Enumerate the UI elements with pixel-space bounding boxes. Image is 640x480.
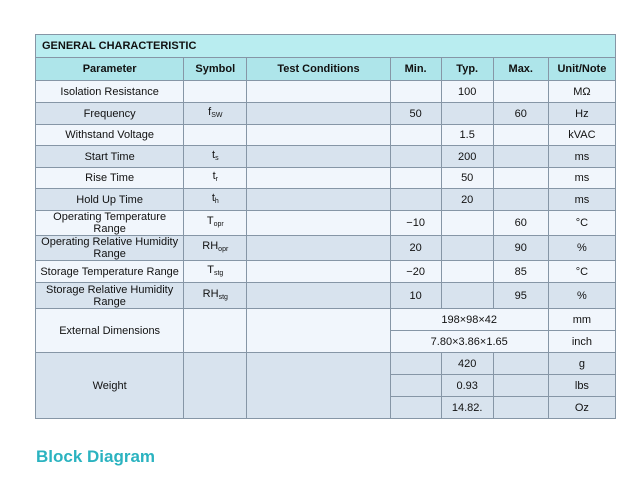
symbol-subscript: SW [211, 111, 223, 119]
symbol-base: t [211, 191, 215, 204]
parameter-cell: Weight [36, 353, 184, 419]
max-cell: 60 [493, 211, 548, 236]
parameter-cell: Start Time [36, 146, 184, 168]
table-row [36, 261, 616, 283]
symbol-cell [184, 146, 247, 168]
header-min: Min. [390, 58, 441, 81]
table-title: GENERAL CHARACTERISTIC [36, 35, 616, 58]
unit-cell: MΩ [548, 81, 615, 103]
parameter-cell: Storage Temperature Range [36, 261, 184, 283]
min-cell [390, 375, 441, 397]
weight-value-cell: 420 [441, 353, 493, 375]
symbol-cell [184, 236, 247, 261]
symbol-cell [184, 353, 247, 419]
header-max: Max. [493, 58, 548, 81]
unit-cell: ms [548, 189, 615, 211]
table-row [36, 283, 616, 309]
parameter-cell: Rise Time [36, 168, 184, 189]
unit-cell: mm [548, 309, 615, 331]
min-cell [390, 397, 441, 419]
min-cell [390, 146, 441, 168]
max-cell [493, 397, 548, 419]
symbol-subscript: stg [213, 269, 224, 277]
min-cell: 10 [390, 283, 441, 309]
unit-cell: g [548, 353, 615, 375]
table-row [36, 211, 616, 236]
parameter-cell: Frequency [36, 103, 184, 125]
symbol-cell [184, 211, 247, 236]
max-cell: 95 [493, 283, 548, 309]
header-test-conditions: Test Conditions [247, 58, 390, 81]
typ-cell [441, 261, 493, 283]
max-cell [493, 353, 548, 375]
symbol-cell [184, 283, 247, 309]
symbol-cell [184, 309, 247, 353]
symbol-cell [184, 189, 247, 211]
test-conditions-cell [247, 189, 390, 211]
header-parameter: Parameter [36, 58, 184, 81]
weight-value-cell: 0.93 [441, 375, 493, 397]
test-conditions-cell [247, 353, 390, 419]
test-conditions-cell [247, 103, 390, 125]
unit-cell: °C [548, 211, 615, 236]
max-cell [493, 81, 548, 103]
typ-cell: 100 [441, 81, 493, 103]
symbol-subscript: stg [218, 293, 228, 301]
test-conditions-cell [247, 309, 390, 353]
typ-cell: 50 [441, 168, 493, 189]
parameter-cell: Isolation Resistance [36, 81, 184, 103]
typ-cell: 20 [441, 189, 493, 211]
dimension-value-cell: 7.80×3.86×1.65 [390, 331, 548, 353]
min-cell [390, 81, 441, 103]
symbol-base: t [212, 170, 216, 182]
symbol-cell [184, 168, 247, 189]
parameter-cell: External Dimensions [36, 309, 184, 353]
min-cell: −20 [390, 261, 441, 283]
table-row [36, 146, 616, 168]
min-cell [390, 168, 441, 189]
unit-cell: inch [548, 331, 615, 353]
parameter-cell: Storage Relative Humidity Range [36, 283, 184, 309]
max-cell [493, 125, 548, 146]
unit-cell: ms [548, 168, 615, 189]
table-row [36, 189, 616, 211]
typ-cell [441, 236, 493, 261]
unit-cell: °C [548, 261, 615, 283]
symbol-cell [184, 103, 247, 125]
symbol-subscript: h [214, 197, 219, 205]
unit-cell: % [548, 283, 615, 309]
symbol-subscript: opr [218, 246, 229, 253]
symbol-cell [184, 125, 247, 146]
symbol-base: RH [202, 240, 219, 252]
test-conditions-cell [247, 146, 390, 168]
max-cell [493, 146, 548, 168]
header-row [36, 58, 616, 81]
symbol-cell [184, 261, 247, 283]
min-cell [390, 189, 441, 211]
parameter-cell: Operating Temperature Range [36, 211, 184, 236]
typ-cell: 200 [441, 146, 493, 168]
test-conditions-cell [247, 125, 390, 146]
test-conditions-cell [247, 81, 390, 103]
min-cell: −10 [390, 211, 441, 236]
table-row [36, 309, 616, 331]
symbol-base: RH [202, 287, 219, 300]
unit-cell: % [548, 236, 615, 261]
max-cell [493, 189, 548, 211]
max-cell: 60 [493, 103, 548, 125]
test-conditions-cell [247, 168, 390, 189]
typ-cell [441, 283, 493, 309]
parameter-cell: Operating Relative Humidity Range [36, 236, 184, 261]
dimension-value-cell: 198×98×42 [390, 309, 548, 331]
table-row [36, 168, 616, 189]
table-row [36, 81, 616, 103]
section-heading-block-diagram: Block Diagram [36, 447, 156, 466]
table-row [36, 125, 616, 146]
symbol-subscript: opr [213, 221, 224, 228]
symbol-subscript: s [215, 154, 219, 162]
symbol-base: T [206, 215, 214, 227]
unit-cell: kVAC [548, 125, 615, 146]
test-conditions-cell [247, 211, 390, 236]
unit-cell: Oz [548, 397, 615, 419]
max-cell: 90 [493, 236, 548, 261]
general-characteristic-table [35, 34, 616, 419]
unit-cell: lbs [548, 375, 615, 397]
table-row [36, 103, 616, 125]
min-cell: 50 [390, 103, 441, 125]
parameter-cell: Hold Up Time [36, 189, 184, 211]
table-row [36, 353, 616, 375]
unit-cell: Hz [548, 103, 615, 125]
max-cell: 85 [493, 261, 548, 283]
max-cell [493, 168, 548, 189]
test-conditions-cell [247, 261, 390, 283]
symbol-cell [184, 81, 247, 103]
weight-value-cell: 14.82. [441, 397, 493, 419]
typ-cell [441, 211, 493, 236]
test-conditions-cell [247, 283, 390, 309]
header-unit: Unit/Note [548, 58, 615, 81]
header-symbol: Symbol [184, 58, 247, 81]
min-cell [390, 353, 441, 375]
parameter-cell: Withstand Voltage [36, 125, 184, 146]
symbol-base: t [212, 148, 216, 161]
min-cell [390, 125, 441, 146]
symbol-base: f [208, 105, 212, 118]
max-cell [493, 375, 548, 397]
symbol-base: T [207, 263, 214, 276]
symbol-subscript: r [215, 176, 218, 183]
test-conditions-cell [247, 236, 390, 261]
typ-cell: 1.5 [441, 125, 493, 146]
header-typ: Typ. [441, 58, 493, 81]
min-cell: 20 [390, 236, 441, 261]
unit-cell: ms [548, 146, 615, 168]
typ-cell [441, 103, 493, 125]
table-row [36, 236, 616, 261]
